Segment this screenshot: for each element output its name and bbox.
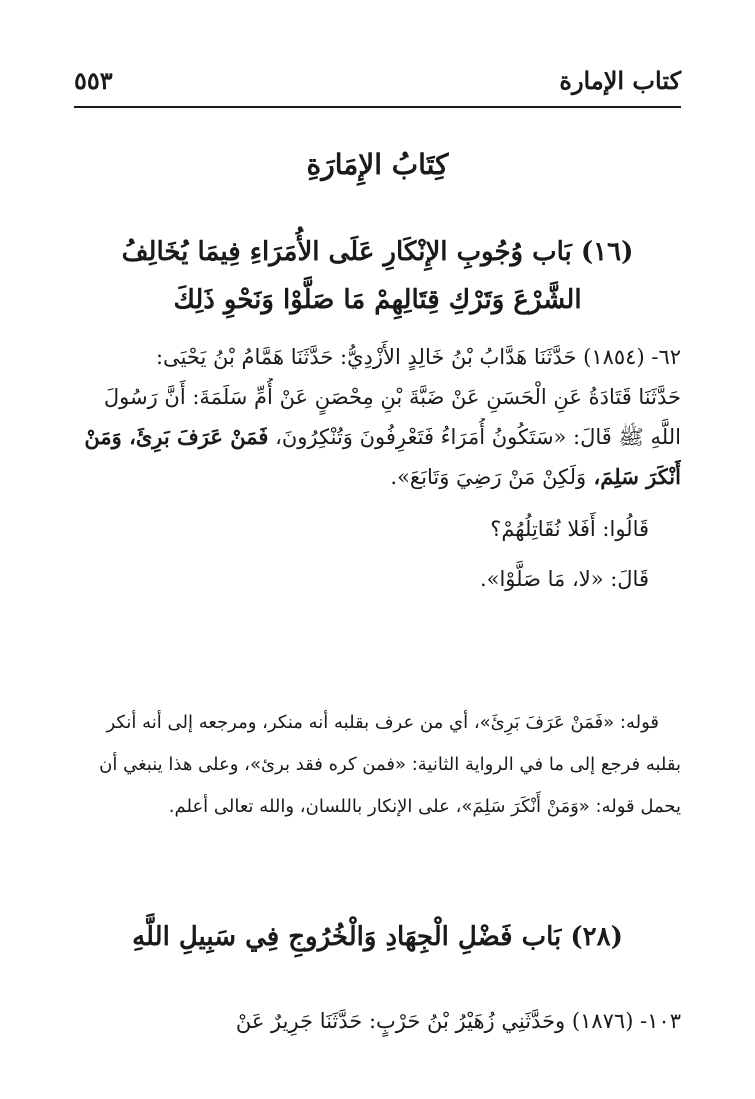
book-title: كِتَابُ الإِمَارَةِ xyxy=(306,148,449,181)
hadith-103-line-1: ١٠٣- (١٨٧٦) وحَدَّثَنِي زُهَيْرُ بْنُ حَرْبٍ: حَدَّثَنَا جَرِيرٌ عَنْ xyxy=(235,1009,681,1033)
hadith-62-line-6: قَالَ: «لا، مَا صَلَّوْا». xyxy=(479,567,649,591)
hadith-62-line-3-plain: اللَّهِ ﷺ قَالَ: «سَتَكُونُ أُمَرَاءُ فَتَعْرِفُونَ وَتُنْكِرُونَ، xyxy=(268,425,681,449)
commentary-line-3: يحمل قوله: «وَمَنْ أَنْكَرَ سَلِمَ»، على الإنكار باللسان، والله تعالى أعلم. xyxy=(168,796,681,817)
hadith-62-line-1: ٦٢- (١٨٥٤) حَدَّثَنَا هَدَّابُ بْنُ خَالِدٍ الأَزْدِيُّ: حَدَّثَنَا هَمَّامُ بْنُ يَحْيَى: xyxy=(155,345,681,369)
hadith-62-line-2: حَدَّثَنَا قَتَادَةُ عَنِ الْحَسَنِ عَنْ ضَبَّةَ بْنِ مِحْصَنٍ عَنْ أُمِّ سَلَمَةَ: أَنَّ رَسُولَ xyxy=(103,385,681,409)
hadith-62-line-3-bold: فَمَنْ عَرَفَ بَرِئَ، وَمَنْ xyxy=(84,424,269,449)
commentary-line-2: بقلبه فرجع إلى ما في الرواية الثانية: «فمن كره فقد برئ»، وعلى هذا ينبغي أن xyxy=(99,754,681,775)
chapter-heading-16 xyxy=(74,228,681,324)
page-number: ٥٥٣ xyxy=(74,66,113,95)
hadith-62-line-4-bold: أَنْكَرَ سَلِمَ، xyxy=(586,464,681,489)
hadith-62-line-3 xyxy=(74,418,681,456)
hadith-62-line-4 xyxy=(74,458,681,496)
hadith-62-line-4-plain: وَلَكِنْ مَنْ رَضِيَ وَتَابَعَ». xyxy=(390,465,587,489)
chapter-heading-28: (٢٨) بَاب فَضْلِ الْجِهَادِ وَالْخُرُوجِ فِي سَبِيلِ اللَّهِ xyxy=(132,922,623,952)
chapter-heading-line-2: الشَّرْعَ وَتَرْكِ قِتَالِهِمْ مَا صَلَّوْا وَنَحْوِ ذَلِكَ xyxy=(173,285,582,315)
chapter-heading-line-1: (١٦) بَاب وُجُوبِ الإِنْكَارِ عَلَى الأُمَرَاءِ فِيمَا يُخَالِفُ xyxy=(121,237,634,267)
running-title: كتاب الإمارة xyxy=(559,66,681,95)
commentary-line-1: قوله: «فَمَنْ عَرَفَ بَرِئَ»، أي من عرف بقلبه أنه منكر، ومرجعه إلى أنه أنكر xyxy=(106,712,659,733)
page-header xyxy=(74,62,681,108)
hadith-62-line-5: قَالُوا: أَفَلا نُقَاتِلُهُمْ؟ xyxy=(490,517,649,541)
